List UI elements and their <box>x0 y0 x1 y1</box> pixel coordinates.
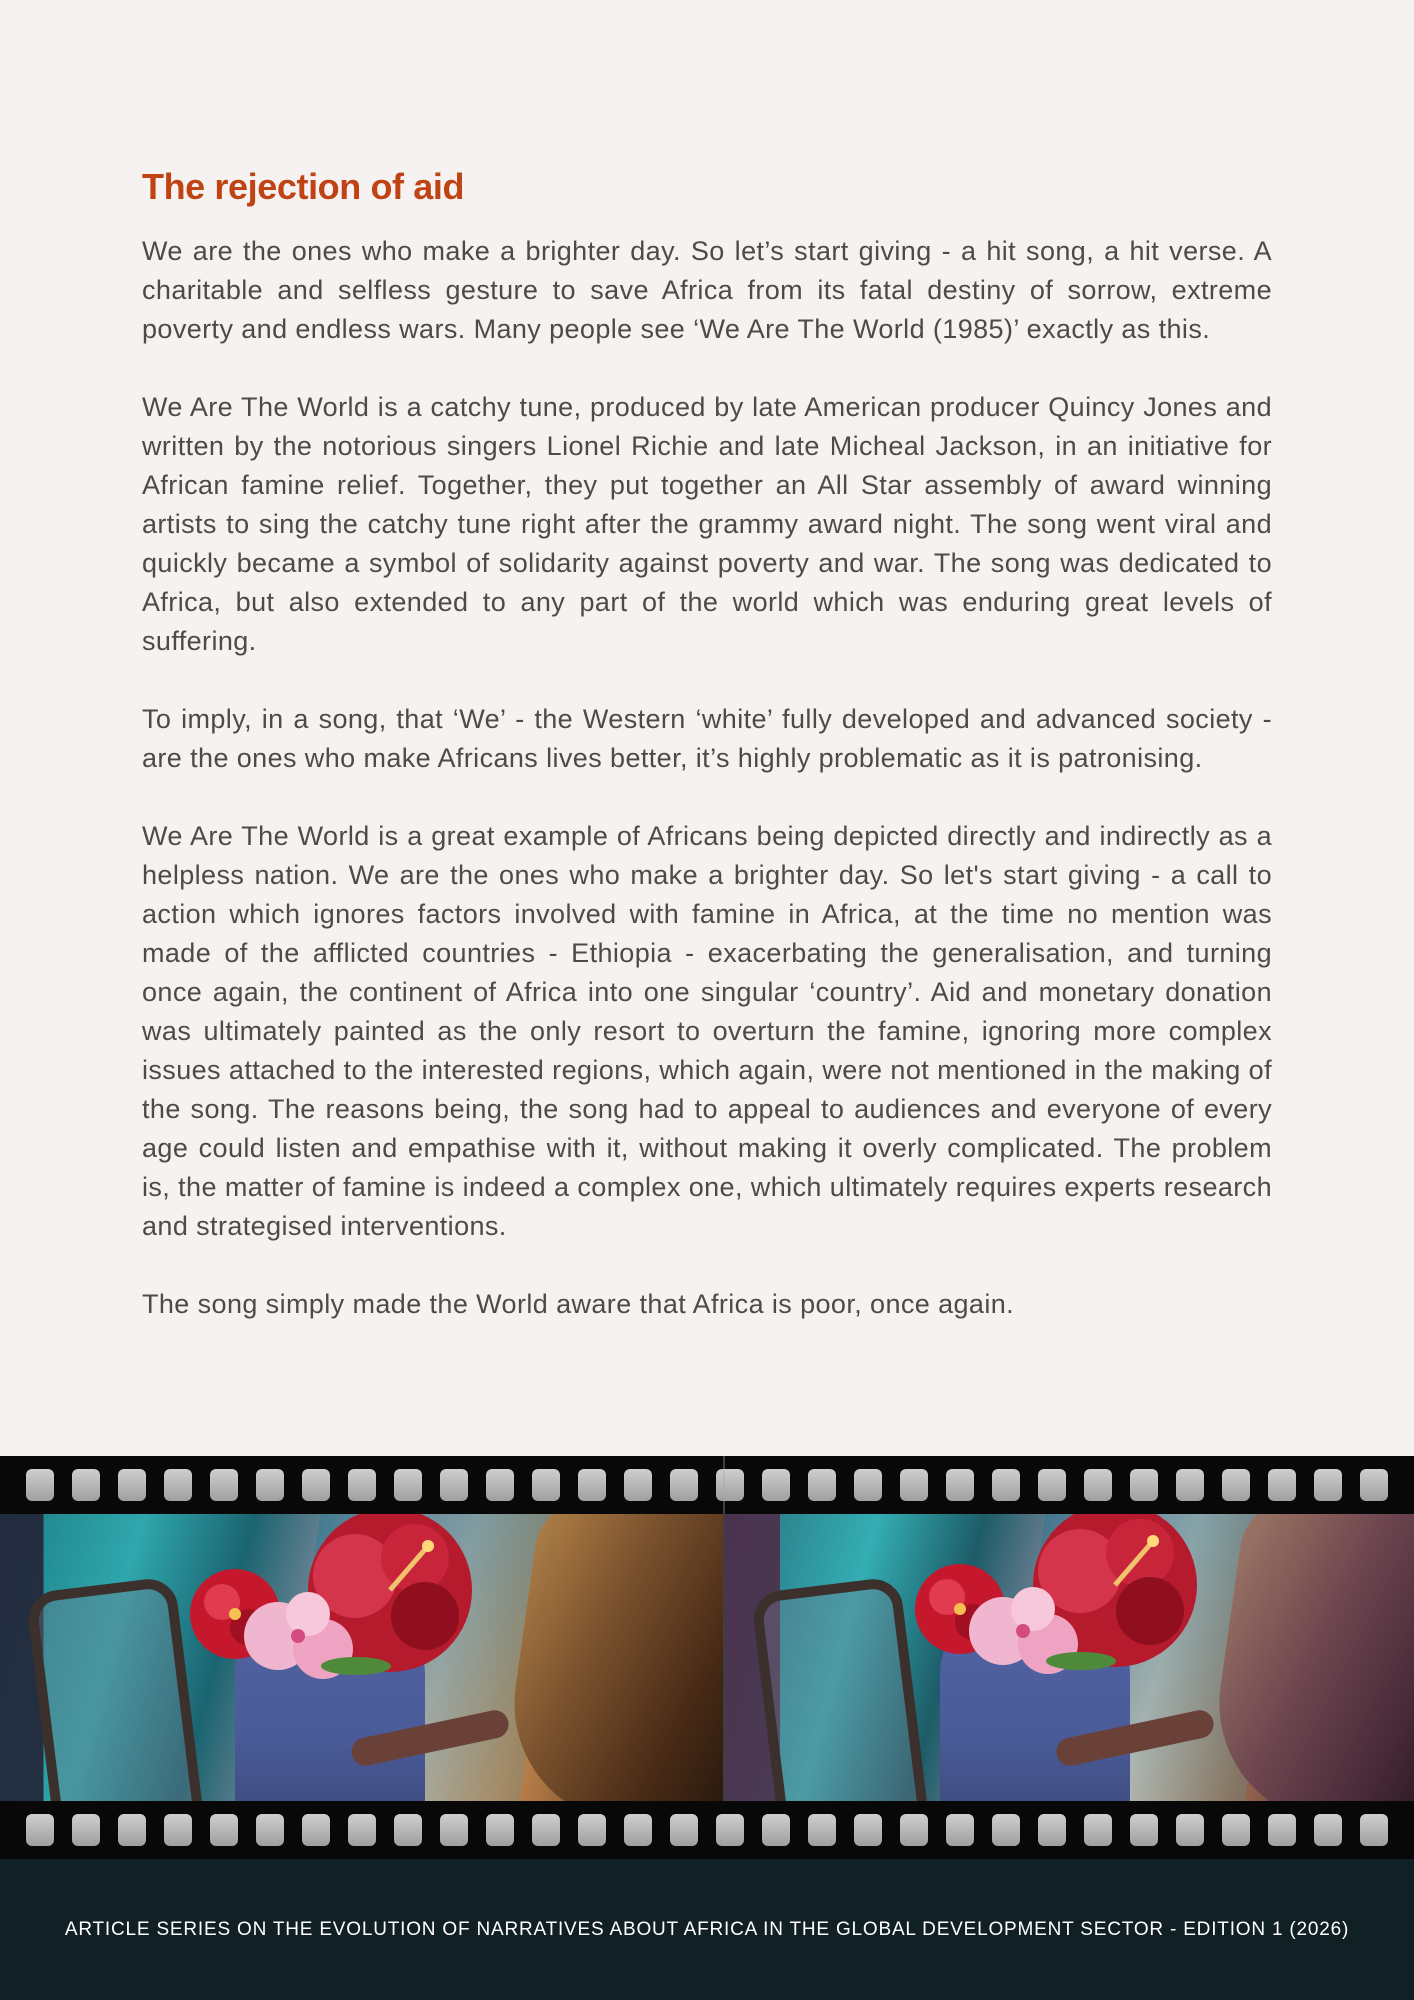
hibiscus-flowers-icon <box>180 1514 540 1704</box>
article <box>142 160 1272 1363</box>
article-paragraph-3: To imply, in a song, that ‘We’ - the Western ‘white’ fully developed and advanced society - are the ones who make Africans lives better, it’s highly problematic as it is patronising. <box>142 704 1272 773</box>
article-heading: The rejection of aid <box>142 166 465 207</box>
film-strip-image <box>0 1456 1414 1859</box>
film-frame-1 <box>0 1514 723 1801</box>
article-paragraph-4: We Are The World is a great example of Africans being depicted directly and indirectly as a helpless nation. We are the ones who make a brighter day. So let's start giving - a call to action which ignores factors involved with famine in Africa, at the time no mention was made of the afflicted countries - Ethiopia - exacerbating the generalisation, and turning once again, the continent of Africa into one singular ‘country’. Aid and monetary donation was ultimately painted as the only resort to overturn the famine, ignoring more complex issues attached to the interested regions, which again, were not mentioned in the making of the song. The reasons being, the song had to appeal to audiences and everyone of every age could listen and empathise with it, without making it overly complicated. The problem is, the matter of famine is indeed a complex one, which ultimately requires experts research and strategised interventions. <box>142 821 1272 1241</box>
film-frame-2 <box>725 1514 1414 1801</box>
chair <box>750 1576 929 1801</box>
article-paragraph-2: We Are The World is a catchy tune, produced by late American producer Quincy Jones and written by the notorious singers Lionel Richie and late Micheal Jackson, in an initiative for African famine relief. Together, they put together an All Star assembly of award winning artists to sing the catchy tune right after the grammy award night. The song went viral and quickly became a symbol of solidarity against poverty and war. The song was dedicated to Africa, but also extended to any part of the world which was enduring great levels of suffering. <box>142 392 1272 656</box>
hibiscus-flowers-icon <box>905 1514 1265 1699</box>
footer-text: ARTICLE SERIES ON THE EVOLUTION OF NARRATIVES ABOUT AFRICA IN THE GLOBAL DEVELOPMENT SECTOR - EDITION 1 (2026) <box>64 1918 1350 1940</box>
chair <box>25 1576 204 1801</box>
article-paragraph-1: We are the ones who make a brighter day. So let’s start giving - a hit song, a hit verse. A charitable and selfless gesture to save Africa from its fatal destiny of sorrow, extreme poverty and endless wars. Many people see ‘We Are The World (1985)’ exactly as this. <box>142 236 1272 344</box>
article-paragraph-5: The song simply made the World aware that Africa is poor, once again. <box>142 1289 1015 1319</box>
film-perforations-bottom <box>0 1801 1414 1859</box>
footer <box>0 1859 1414 2000</box>
film-perforations-top <box>0 1456 1414 1514</box>
